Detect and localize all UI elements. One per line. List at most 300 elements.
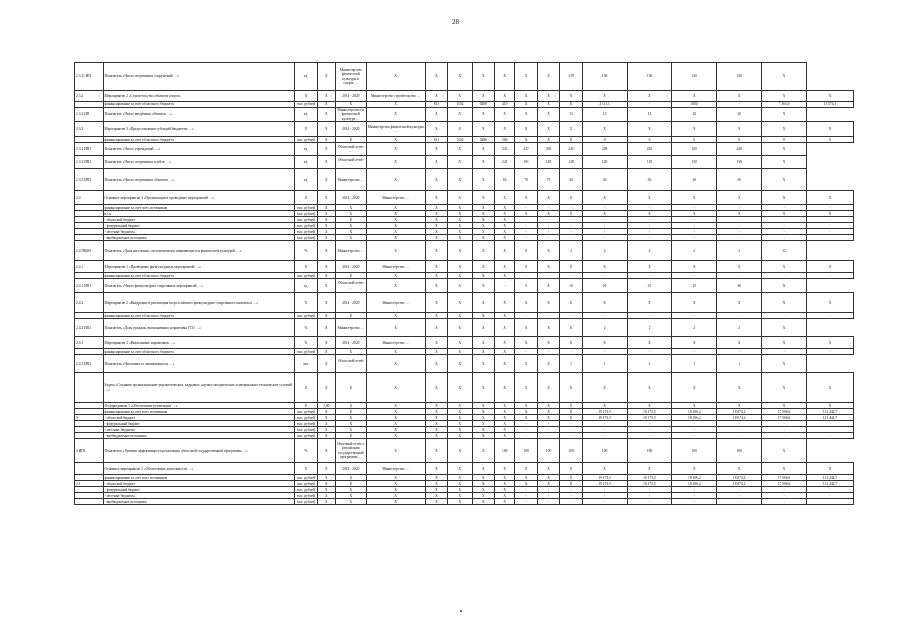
table-cell: Х <box>560 475 582 481</box>
table-cell: 0280 <box>472 137 494 143</box>
table-cell <box>75 373 104 403</box>
table-cell: 19 173,5 <box>627 409 672 415</box>
table-cell: Х <box>762 403 807 409</box>
table-cell: Х <box>495 261 515 273</box>
table-cell: Х <box>495 409 515 415</box>
table-cell: 1 <box>717 355 762 373</box>
table-cell: 19 173,5 <box>582 409 627 415</box>
table-cell: Х <box>560 91 582 102</box>
table-cell: Х <box>582 261 627 273</box>
table-cell: Х <box>560 211 582 217</box>
table-cell: 30 <box>582 169 627 191</box>
table-cell: - <box>627 427 672 433</box>
table-cell: Х <box>582 293 627 313</box>
table-cell: Х <box>366 403 425 409</box>
table-cell: Х <box>295 191 317 205</box>
table-cell: - <box>717 313 762 319</box>
table-cell: 18 106,2 <box>672 415 717 421</box>
table-cell: Х <box>448 293 472 313</box>
table-cell: 130 <box>672 156 717 169</box>
table-cell: 75 <box>537 169 559 191</box>
table-row <box>75 279 854 293</box>
table-cell: Х <box>515 475 537 481</box>
table-cell: Х <box>448 319 472 337</box>
table-cell: - <box>537 433 559 439</box>
table-cell: Х <box>762 191 807 205</box>
table-cell: - <box>717 349 762 355</box>
table-cell: Х <box>472 499 494 505</box>
table-cell: Х <box>317 493 335 499</box>
table-cell: Х <box>495 122 515 137</box>
table-cell: финансирование за счёт областного бюджета <box>103 313 295 319</box>
table-cell: 3.1 <box>75 481 104 487</box>
table-cell: Х <box>425 293 447 313</box>
table-cell: 0 <box>672 137 717 143</box>
table-cell: Х <box>537 108 559 122</box>
table-cell: - <box>582 493 627 499</box>
table-cell: - <box>515 205 537 211</box>
table-cell: Х <box>472 91 494 102</box>
table-cell: Х <box>495 211 515 217</box>
table-cell: финансирование за счёт областного бюджета <box>103 137 295 143</box>
table-cell: Х <box>317 421 335 427</box>
table-cell: Показатель «Число физкультурно-спортивных мероприятий …» <box>103 279 295 293</box>
table-cell: - <box>672 349 717 355</box>
table-cell: 121 444,7 <box>806 481 853 487</box>
table-cell: Х <box>366 475 425 481</box>
table-cell: Х <box>366 355 425 373</box>
table-cell: Х <box>515 191 537 205</box>
table-cell: Х <box>317 91 335 102</box>
table-cell: 30 <box>627 169 672 191</box>
table-cell: 30 <box>672 169 717 191</box>
table-cell: Х <box>472 409 494 415</box>
table-cell: Х <box>448 261 472 273</box>
table-cell: Х <box>560 137 582 143</box>
table-cell: 0 <box>717 137 762 143</box>
table-cell: 40 <box>560 169 582 191</box>
table-cell: - <box>627 487 672 493</box>
table-cell: Х <box>495 235 515 241</box>
table-cell: Х <box>317 137 335 143</box>
table-cell: Х <box>317 499 335 505</box>
table-cell: Х <box>582 122 627 137</box>
table-cell: Х <box>425 156 447 169</box>
table-cell: Х <box>560 122 582 137</box>
table-row <box>75 319 854 337</box>
table-cell: - <box>560 217 582 223</box>
table-cell: в т.ч. <box>103 211 295 217</box>
table-cell: Х <box>762 261 807 273</box>
table-cell: 2.4 <box>75 191 104 205</box>
table-cell: 128 <box>560 156 582 169</box>
table-cell: 2014 - 2020 <box>336 463 367 475</box>
table-cell: Х <box>317 223 335 229</box>
table-cell: Х <box>317 205 335 211</box>
table-cell: Х <box>495 241 515 261</box>
table-cell: 2 <box>627 319 672 337</box>
table-cell: - федеральный бюджет <box>103 487 295 493</box>
table-cell: Х <box>317 373 335 403</box>
table-cell: Х <box>495 273 515 279</box>
table-cell: Х <box>448 235 472 241</box>
table-cell: Х <box>582 191 627 205</box>
table-cell: 250 <box>537 143 559 156</box>
table-cell: - <box>560 499 582 505</box>
table-cell: 2.3.11 ИП <box>75 63 104 91</box>
table-cell: Х <box>425 439 447 463</box>
table-cell: Х <box>495 427 515 433</box>
table-cell: 410 <box>495 102 515 108</box>
table-cell: 0280 <box>472 102 494 108</box>
table-row <box>75 463 854 475</box>
table-cell: Х <box>425 91 447 102</box>
table-cell: 250 <box>672 143 717 156</box>
table-cell: Х <box>515 319 537 337</box>
table-cell: Х <box>472 63 494 91</box>
table-cell: Х <box>366 349 425 355</box>
table-cell: Х <box>717 403 762 409</box>
table-cell: Министерство … <box>336 169 367 191</box>
table-cell: - <box>717 102 762 108</box>
table-cell: Х <box>515 415 537 421</box>
table-cell: Х <box>336 481 367 487</box>
table-cell: 1 <box>627 355 672 373</box>
table-cell: 191 <box>515 156 537 169</box>
table-cell: - <box>537 205 559 211</box>
table-cell: Х <box>560 191 582 205</box>
table-cell: Х <box>448 108 472 122</box>
table-cell: Х <box>317 217 335 223</box>
table-cell: - <box>762 349 807 355</box>
table-cell: 245 <box>560 143 582 156</box>
table-cell: 100 <box>672 439 717 463</box>
table-cell: Показатель «Число спортивных сооружений …» <box>103 63 295 91</box>
table-cell: - <box>515 421 537 427</box>
table-cell: Х <box>448 241 472 261</box>
table-cell: Х <box>317 415 335 421</box>
table-cell: Х <box>537 191 559 205</box>
table-cell: Х <box>560 337 582 349</box>
table-cell: Х <box>472 293 494 313</box>
table-cell: - <box>762 313 807 319</box>
page-number: 28 <box>452 18 459 26</box>
table-cell: Х <box>295 403 317 409</box>
table-cell: Х <box>515 108 537 122</box>
table-cell: Х <box>495 493 515 499</box>
table-cell: Х <box>515 261 537 273</box>
table-cell: ед. <box>295 279 317 293</box>
table-cell: Х <box>425 319 447 337</box>
table-cell: Х <box>425 211 447 217</box>
table-cell: Х <box>472 421 494 427</box>
table-cell: Х <box>560 409 582 415</box>
table-cell: Х <box>448 409 472 415</box>
table-cell: Х <box>472 279 494 293</box>
table-cell: Х <box>425 463 447 475</box>
table-cell: Х <box>366 319 425 337</box>
table-cell: - <box>515 217 537 223</box>
table-cell: - областной бюджет <box>103 481 295 487</box>
table-cell: 100 <box>627 439 672 463</box>
table-cell: Х <box>672 403 717 409</box>
table-cell: 10 <box>560 279 582 293</box>
table-cell: 2 111,1 <box>582 102 627 108</box>
table-cell: - <box>762 273 807 279</box>
table-cell: 11 574,1 <box>806 102 853 108</box>
table-cell: Х <box>295 91 317 102</box>
table-cell: - <box>717 205 762 211</box>
table-cell: Х <box>472 241 494 261</box>
table-cell: Х <box>425 415 447 421</box>
table-cell: Х <box>317 487 335 493</box>
table-cell: 19 173,5 <box>582 475 627 481</box>
table-cell: Х <box>366 211 425 217</box>
table-cell: Х <box>366 409 425 415</box>
table-cell: 2.3.2 <box>75 91 104 102</box>
table-cell: Х <box>295 293 317 313</box>
table-cell: Х <box>537 241 559 261</box>
table-cell: 2.4 ПКМ1 <box>75 241 104 261</box>
table-cell: - внебюджетные источники <box>103 433 295 439</box>
table-row <box>75 91 854 102</box>
table-cell: Х <box>627 91 672 102</box>
table-cell: Х <box>317 156 335 169</box>
table-cell: Х <box>762 293 807 313</box>
table-cell: - федеральный бюджет <box>103 223 295 229</box>
table-cell: 139 <box>582 63 627 91</box>
table-cell: Х <box>448 439 472 463</box>
table-cell: Х <box>627 403 672 409</box>
table-cell: Показатель «Число введённых объектов …» <box>103 108 295 122</box>
table-cell: Х <box>472 205 494 211</box>
table-cell: Х <box>495 463 515 475</box>
table-cell: - <box>582 223 627 229</box>
table-cell: - <box>515 235 537 241</box>
table-cell: - <box>515 493 537 499</box>
table-cell: 100 <box>537 439 559 463</box>
table-cell: тыс. рублей <box>295 481 317 487</box>
table-cell: 139 <box>560 63 582 91</box>
table-cell: - <box>515 433 537 439</box>
table-cell: - <box>806 273 853 279</box>
table-cell: Х <box>762 143 807 156</box>
table-cell: 15 <box>582 108 627 122</box>
table-cell: - <box>582 499 627 505</box>
table-cell: тыс. рублей <box>295 205 317 211</box>
table-cell: Х <box>762 463 807 475</box>
table-row <box>75 122 854 137</box>
table-cell: Х <box>515 403 537 409</box>
table-cell: - <box>806 421 853 427</box>
table-cell: - <box>495 279 515 293</box>
table-cell: Х <box>448 481 472 487</box>
table-cell: Х <box>472 427 494 433</box>
table-cell: Х <box>472 211 494 217</box>
table-cell: 500 <box>495 137 515 143</box>
table-cell: 19 173,5 <box>582 481 627 487</box>
table-cell: 2.3.3 ИП1 <box>75 143 104 156</box>
table-cell: Х <box>537 91 559 102</box>
table-cell: 18 074,2 <box>717 475 762 481</box>
table-cell: Х <box>366 415 425 421</box>
table-cell: Х <box>515 102 537 108</box>
table-cell: Х <box>537 337 559 349</box>
table-cell: Х <box>472 415 494 421</box>
table-cell: - <box>627 102 672 108</box>
table-cell: 2.4.3 <box>75 337 104 349</box>
table-cell: Х <box>515 373 537 403</box>
table-cell: Х <box>560 293 582 313</box>
table-cell: Х <box>425 475 447 481</box>
table-cell: 118 <box>627 156 672 169</box>
table-cell: Х <box>717 211 762 217</box>
table-cell: Основное мероприятие 4 «Организация и проведение мероприятий …» <box>103 191 295 205</box>
table-cell: Министерство … <box>336 241 367 261</box>
table-cell: Х <box>472 313 494 319</box>
table-cell: Х <box>495 403 515 409</box>
table-cell: Х <box>495 229 515 235</box>
table-cell: тыс. рублей <box>295 349 317 355</box>
table-cell: - <box>515 229 537 235</box>
table-cell: Х <box>425 499 447 505</box>
table-cell: - <box>560 433 582 439</box>
table-cell: Х <box>317 211 335 217</box>
table-cell: Х <box>448 169 472 191</box>
table-cell: 121 444,7 <box>806 415 853 421</box>
table-cell: - <box>762 421 807 427</box>
table-cell: 243 <box>495 143 515 156</box>
table-cell: 0 <box>762 137 807 143</box>
table-cell: 1,00 <box>317 403 335 409</box>
table-cell: - <box>537 349 559 355</box>
table-cell: тыс. рублей <box>295 273 317 279</box>
table-cell: 100 <box>495 439 515 463</box>
table-cell: - <box>717 217 762 223</box>
table-cell: Х <box>336 421 367 427</box>
table-cell: Х <box>537 319 559 337</box>
table-cell: - <box>582 421 627 427</box>
table-cell: Х <box>366 235 425 241</box>
table-cell: Х <box>717 293 762 313</box>
table-cell: 100 <box>582 439 627 463</box>
table-cell: Х <box>366 169 425 191</box>
table-cell: Х <box>515 293 537 313</box>
table-cell: Х <box>336 273 367 279</box>
table-cell: Х <box>425 217 447 223</box>
table-cell: Х <box>336 373 367 403</box>
table-cell: - <box>762 235 807 241</box>
table-cell: Х <box>317 319 335 337</box>
table-cell: Х <box>537 373 559 403</box>
table-cell: Х <box>582 211 627 217</box>
table-cell: 2.3.3 <box>75 122 104 137</box>
table-cell: Х <box>425 373 447 403</box>
table-cell: Х <box>336 427 367 433</box>
table-cell: 1 <box>560 355 582 373</box>
table-cell: Х <box>425 279 447 293</box>
table-cell: - <box>672 427 717 433</box>
table-cell: Х <box>425 481 447 487</box>
table-cell: - <box>560 421 582 427</box>
table-cell: Х <box>560 415 582 421</box>
table-cell: Х <box>472 143 494 156</box>
table-cell: Х <box>762 169 807 191</box>
table-cell: 2014 - 2020 <box>336 91 367 102</box>
table-cell: - <box>672 487 717 493</box>
table-cell: Х <box>762 373 807 403</box>
table-cell: Х <box>472 349 494 355</box>
table-cell: - <box>627 235 672 241</box>
table-cell: Х <box>472 229 494 235</box>
table-cell: Х <box>560 102 582 108</box>
table-cell: Х <box>448 463 472 475</box>
table-cell: Х <box>317 439 335 463</box>
table-cell: Х <box>336 102 367 108</box>
table-cell: Х <box>366 241 425 261</box>
table-cell: - внебюджетные источники <box>103 235 295 241</box>
table-cell: Х <box>448 433 472 439</box>
table-cell: Х <box>537 293 559 313</box>
table-cell: Х <box>627 373 672 403</box>
table-cell: Х <box>366 421 425 427</box>
table-cell: Х <box>425 337 447 349</box>
table-cell: 811 <box>425 137 447 143</box>
table-cell: Х <box>472 319 494 337</box>
table-cell: 248 <box>582 143 627 156</box>
table-cell: - <box>560 493 582 499</box>
table-cell: Х <box>495 487 515 493</box>
table-cell: тыс. рублей <box>295 229 317 235</box>
table-cell: Областной отчёт … <box>336 355 367 373</box>
table-cell: Х <box>366 273 425 279</box>
table-cell: 121 444,7 <box>806 409 853 415</box>
table-cell: Х <box>425 433 447 439</box>
table-cell: Министерство … <box>366 293 425 313</box>
table-cell: 8 <box>537 279 559 293</box>
table-cell: 247 <box>515 143 537 156</box>
table-cell: ед. <box>295 63 317 91</box>
table-cell: Х <box>448 499 472 505</box>
table-cell: ед. <box>295 108 317 122</box>
table-cell: Х <box>537 102 559 108</box>
table-cell: Х <box>762 439 807 463</box>
table-cell: Х <box>762 91 807 102</box>
table-cell: Х <box>472 493 494 499</box>
table-cell: Х <box>806 373 853 403</box>
table-cell: 70 <box>515 169 537 191</box>
table-cell: Х <box>472 475 494 481</box>
table-cell: - <box>672 229 717 235</box>
table-cell: Х <box>336 211 367 217</box>
table-cell: Х <box>806 403 853 409</box>
table-cell: Х <box>495 91 515 102</box>
table-cell: - <box>806 499 853 505</box>
table-cell: Х <box>366 137 425 143</box>
table-cell: - <box>627 273 672 279</box>
table-cell: 2.4.3 ИП1 <box>75 355 104 373</box>
table-cell: ед. <box>295 143 317 156</box>
table-cell: Х <box>425 313 447 319</box>
table-cell: Х <box>762 108 807 122</box>
table-cell: Х <box>672 261 717 273</box>
table-cell: 65 <box>495 169 515 191</box>
table-cell: - <box>806 313 853 319</box>
table-cell: 2.3.3 ИП3 <box>75 169 104 191</box>
table-cell: Х <box>762 337 807 349</box>
table-cell: - <box>672 499 717 505</box>
table-cell: - <box>627 349 672 355</box>
